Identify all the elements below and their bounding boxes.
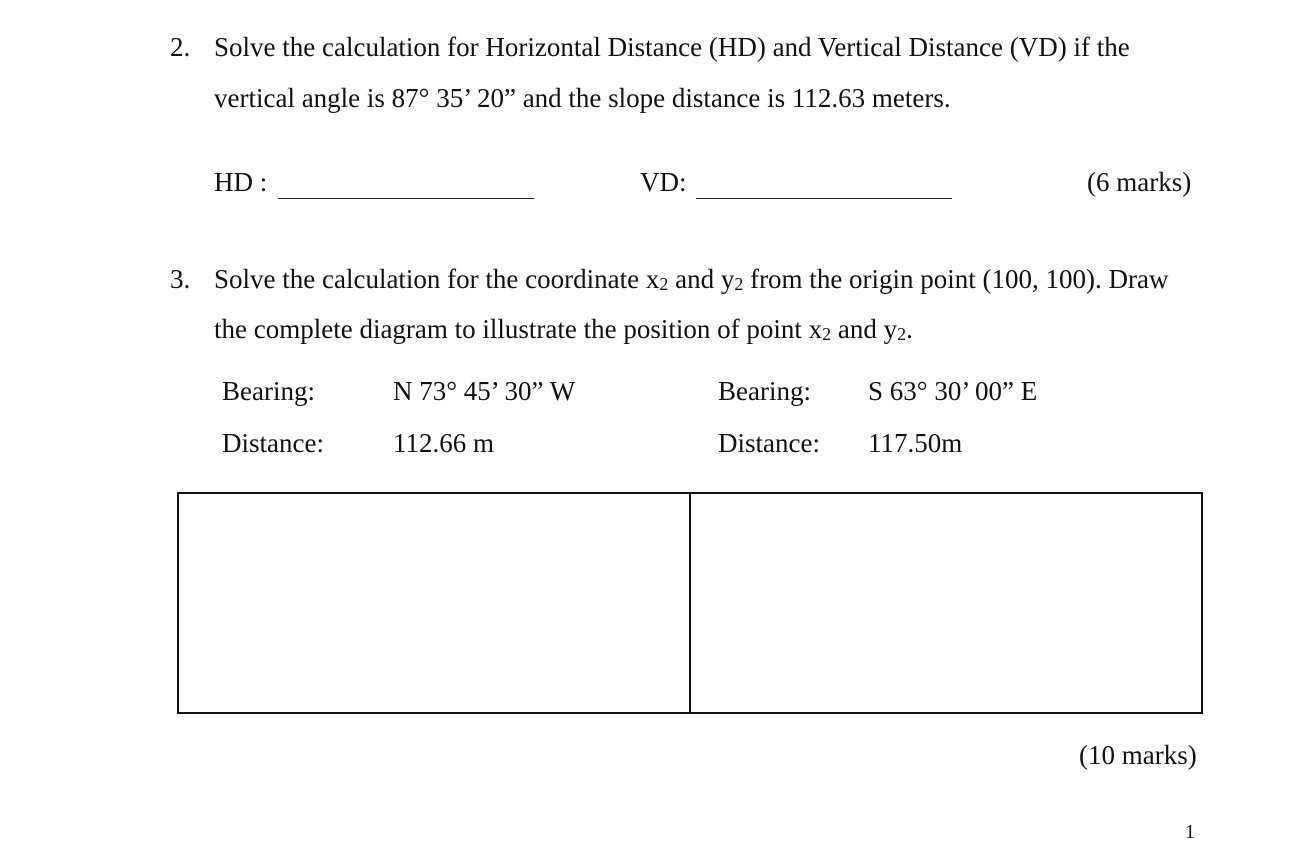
answer-box-divider xyxy=(689,493,691,713)
vd-label: VD: xyxy=(640,167,687,197)
left-bearing-label: Bearing: xyxy=(222,376,315,406)
question-3-marks: (10 marks) xyxy=(1079,740,1197,770)
right-distance-label: Distance: xyxy=(718,428,820,458)
question-2-number: 2. xyxy=(170,32,191,62)
right-bearing-label: Bearing: xyxy=(718,376,811,406)
question-2-marks: (6 marks) xyxy=(1087,167,1192,197)
question-2-line-2: vertical angle is 87° 35’ 20” and the slope distance is 112.63 meters. xyxy=(214,83,951,113)
right-distance-value: 117.50m xyxy=(868,428,963,458)
vd-answer-blank[interactable] xyxy=(696,198,952,199)
left-distance-value: 112.66 m xyxy=(393,428,494,458)
right-bearing-value: S 63° 30’ 00” E xyxy=(868,376,1038,406)
left-bearing-value: N 73° 45’ 30” W xyxy=(393,376,576,406)
hd-answer-blank[interactable] xyxy=(278,198,534,199)
left-distance-label: Distance: xyxy=(222,428,324,458)
page-number: 1 xyxy=(1185,821,1195,843)
question-2-line-1: Solve the calculation for Horizontal Distance (HD) and Vertical Distance (VD) if the xyxy=(214,32,1130,62)
question-3-number: 3. xyxy=(170,264,191,294)
hd-label: HD : xyxy=(214,167,268,197)
question-3-line-2: the complete diagram to illustrate the position of point $x_2$ and $y_2$. xyxy=(214,314,913,344)
question-3-line-1: Solve the calculation for the coordinate $x_2$ and $y_2$ from the origin point (100, 100). Draw xyxy=(214,264,1169,294)
